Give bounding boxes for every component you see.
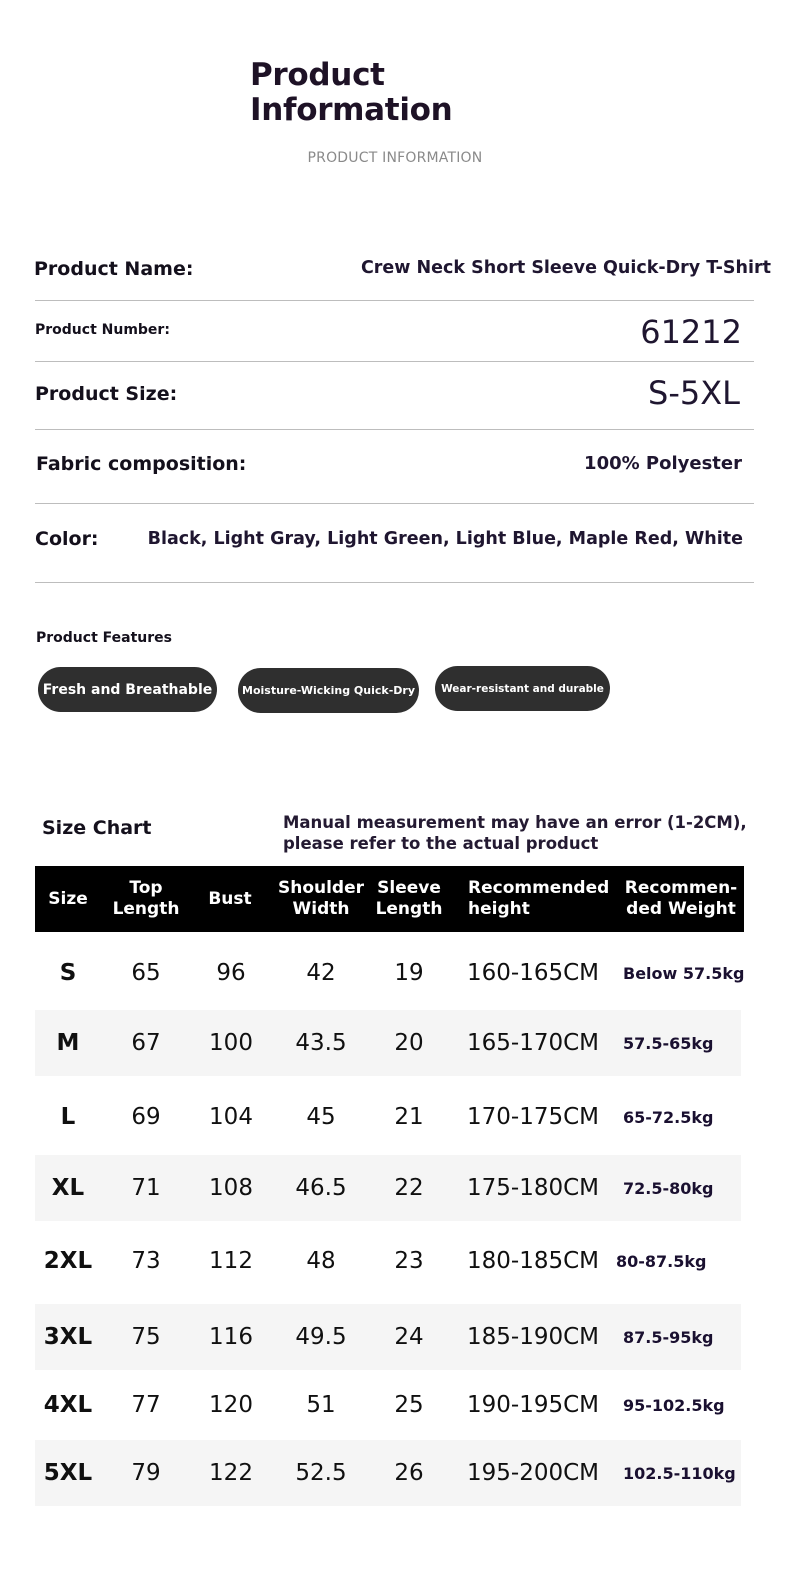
cell-height: 180-185CM	[467, 1248, 600, 1274]
cell-sleeve: 25	[394, 1392, 424, 1418]
cell-weight: 72.5-80kg	[623, 1178, 714, 1198]
cell-shoulder: 46.5	[295, 1175, 347, 1201]
cell-top-length: 73	[131, 1248, 161, 1274]
cell-size: 5XL	[43, 1460, 93, 1486]
feature-badge-durable: Wear-resistant and durable	[435, 666, 610, 711]
cell-height: 175-180CM	[467, 1175, 600, 1201]
cell-size: 3XL	[43, 1324, 93, 1350]
cell-bust: 96	[216, 960, 246, 986]
page-title	[250, 58, 452, 128]
product-name-value: Crew Neck Short Sleeve Quick-Dry T-Shirt	[360, 258, 771, 278]
cell-top-length: 75	[131, 1324, 161, 1350]
product-number-value: 61212	[640, 313, 742, 351]
cell-top-length: 67	[131, 1030, 161, 1056]
features-title: Product Features	[36, 630, 172, 646]
cell-bust: 108	[209, 1175, 253, 1201]
product-name-row	[34, 256, 771, 286]
cell-sleeve: 26	[394, 1460, 424, 1486]
cell-bust: 120	[209, 1392, 253, 1418]
size-table-header	[35, 866, 744, 932]
page-subtitle: PRODUCT INFORMATION	[307, 150, 483, 166]
cell-shoulder: 48	[306, 1248, 336, 1274]
cell-weight: 80-87.5kg	[616, 1251, 707, 1271]
table-row-xl	[35, 1155, 741, 1221]
header-shoulder-width: Shoulder Width	[277, 878, 365, 919]
cell-weight: 102.5-110kg	[623, 1463, 736, 1483]
page-title-line-1: Product	[250, 57, 385, 93]
cell-weight: 87.5-95kg	[623, 1327, 714, 1347]
size-chart-note: Manual measurement may have an error (1-2CM), please refer to the actual product	[283, 813, 747, 853]
fabric-label: Fabric composition:	[36, 453, 247, 475]
table-row-s	[35, 940, 745, 1006]
header-sleeve-length: Sleeve Length	[375, 878, 443, 919]
header-top-length: Top Length	[112, 878, 180, 919]
divider	[35, 503, 754, 504]
product-number-label: Product Number:	[35, 322, 170, 338]
table-row-m	[35, 1010, 741, 1076]
header-recommended-height: Recommended height	[468, 878, 610, 919]
cell-shoulder: 52.5	[295, 1460, 347, 1486]
cell-size: 2XL	[43, 1248, 93, 1274]
cell-shoulder: 42	[306, 960, 336, 986]
cell-weight: Below 57.5kg	[623, 963, 745, 983]
cell-height: 160-165CM	[467, 960, 600, 986]
cell-sleeve: 23	[394, 1248, 424, 1274]
product-number-row	[35, 313, 754, 353]
cell-top-length: 77	[131, 1392, 161, 1418]
cell-weight: 65-72.5kg	[623, 1107, 714, 1127]
cell-weight: 95-102.5kg	[623, 1395, 725, 1415]
header-bust: Bust	[208, 888, 252, 909]
table-row-l	[35, 1084, 741, 1150]
table-row-5xl	[35, 1440, 741, 1506]
table-row-4xl	[35, 1372, 741, 1438]
product-name-label: Product Name:	[34, 258, 194, 280]
divider	[35, 300, 754, 301]
fabric-row	[35, 451, 754, 481]
divider	[35, 429, 754, 430]
cell-shoulder: 45	[306, 1104, 336, 1130]
header-recommended-weight: Recommen- ded Weight	[624, 878, 738, 919]
cell-shoulder: 49.5	[295, 1324, 347, 1350]
cell-size: 4XL	[43, 1392, 93, 1418]
cell-size: XL	[51, 1175, 85, 1201]
cell-size: S	[59, 960, 77, 986]
divider	[35, 361, 754, 362]
cell-top-length: 65	[131, 960, 161, 986]
cell-size: L	[60, 1104, 76, 1130]
cell-bust: 104	[209, 1104, 253, 1130]
product-size-row	[35, 374, 754, 416]
cell-height: 170-175CM	[467, 1104, 600, 1130]
table-row-2xl	[35, 1228, 741, 1294]
product-size-value: S-5XL	[648, 374, 740, 412]
cell-bust: 100	[209, 1030, 253, 1056]
cell-sleeve: 22	[394, 1175, 424, 1201]
cell-height: 185-190CM	[467, 1324, 600, 1350]
cell-weight: 57.5-65kg	[623, 1033, 714, 1053]
cell-sleeve: 24	[394, 1324, 424, 1350]
header-size: Size	[48, 888, 88, 909]
cell-sleeve: 20	[394, 1030, 424, 1056]
feature-badge-quick-dry: Moisture-Wicking Quick-Dry	[238, 668, 419, 713]
color-value: Black, Light Gray, Light Green, Light Blue, Maple Red, White	[147, 529, 743, 549]
cell-size: M	[56, 1030, 80, 1056]
cell-height: 190-195CM	[467, 1392, 600, 1418]
table-row-3xl	[35, 1304, 741, 1370]
cell-bust: 122	[209, 1460, 253, 1486]
product-size-label: Product Size:	[35, 383, 178, 405]
cell-height: 195-200CM	[467, 1460, 600, 1486]
cell-top-length: 69	[131, 1104, 161, 1130]
cell-bust: 112	[209, 1248, 253, 1274]
cell-sleeve: 21	[394, 1104, 424, 1130]
cell-shoulder: 51	[306, 1392, 336, 1418]
feature-badge-breathable: Fresh and Breathable	[38, 667, 217, 712]
cell-height: 165-170CM	[467, 1030, 600, 1056]
cell-shoulder: 43.5	[295, 1030, 347, 1056]
divider	[35, 582, 754, 583]
cell-bust: 116	[209, 1324, 253, 1350]
color-row	[35, 526, 754, 556]
size-chart-title: Size Chart	[42, 817, 152, 839]
color-label: Color:	[35, 528, 99, 550]
page-title-line-2: Information	[250, 92, 453, 128]
cell-sleeve: 19	[394, 960, 424, 986]
cell-top-length: 71	[131, 1175, 161, 1201]
fabric-value: 100% Polyester	[584, 453, 742, 474]
cell-top-length: 79	[131, 1460, 161, 1486]
